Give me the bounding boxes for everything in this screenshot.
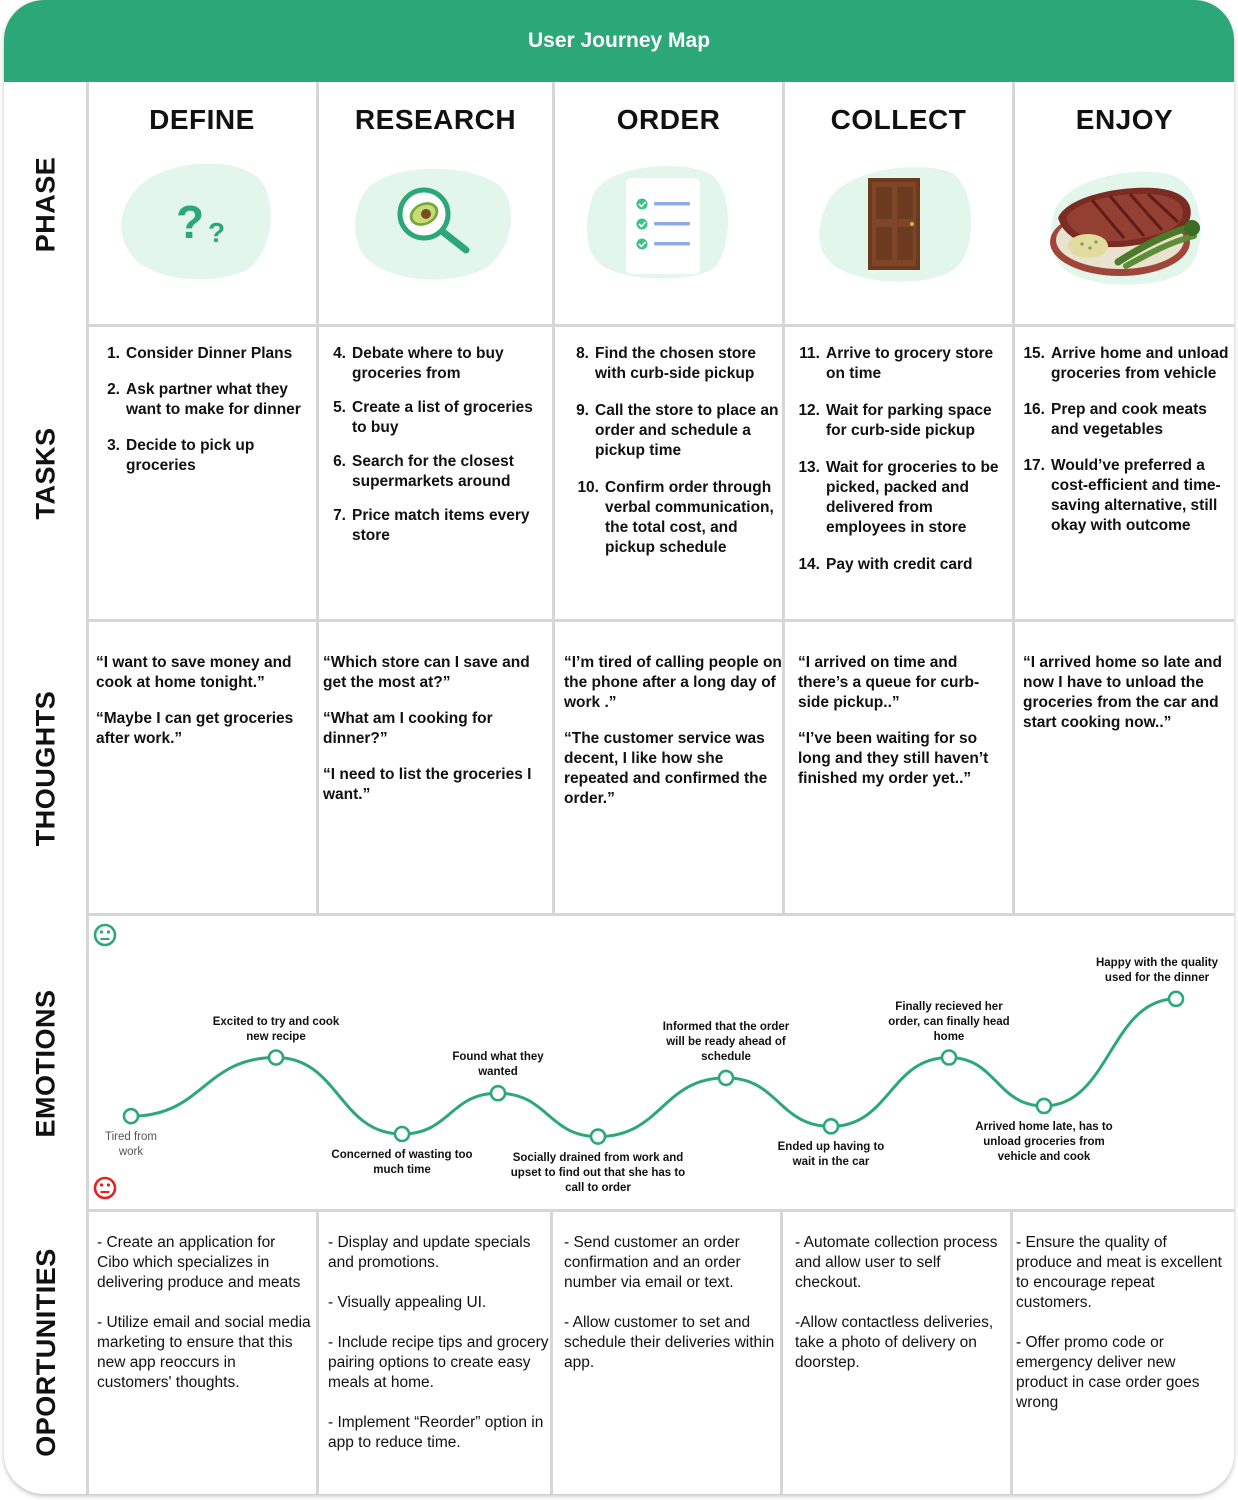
row-label-phase: PHASE — [30, 156, 61, 252]
task-item: 2. Ask partner what they want to make for dinner — [107, 381, 301, 418]
thought-quote: “I arrived home so late and now I have to unload the groceries from the car and start cooking now..” — [1023, 654, 1222, 731]
task-item: 3. Decide to pick up groceries — [107, 437, 255, 474]
phase-title-enjoy: ENJOY — [1075, 104, 1174, 135]
emotion-point — [591, 1130, 605, 1144]
opportunities-define — [97, 1233, 311, 1413]
emotion-label: Arrived home late, has to unload groceries from vehicle and cook — [975, 1120, 1113, 1163]
emotion-point — [942, 1051, 956, 1065]
task-item: 6. Search for the closest supermarkets around — [333, 453, 514, 490]
row-label-thoughts: THOUGHTS — [30, 690, 61, 846]
emotion-point — [491, 1086, 505, 1100]
task-item: 5. Create a list of groceries to buy — [333, 399, 533, 436]
task-item: 12. Wait for parking space for curb-side pickup — [798, 402, 992, 439]
thought-quote: “The customer service was decent, I like how she repeated and confirmed the order.” — [564, 730, 768, 807]
task-item: 1. Consider Dinner Plans — [107, 345, 293, 362]
row-label-emotions: EMOTIONS — [30, 988, 61, 1138]
emotion-point — [824, 1119, 838, 1133]
opportunity-item: - Automate collection process and allow user to self checkout. — [795, 1234, 998, 1291]
opportunity-item: - Include recipe tips and grocery pairing options to create easy meals at home. — [328, 1334, 549, 1391]
svg-text:?: ? — [176, 196, 205, 248]
opportunity-item: - Visually appealing UI. — [328, 1294, 487, 1311]
phase-title-define: DEFINE — [149, 104, 255, 135]
thought-quote: “I’ve been waiting for so long and they still haven’t finished my order yet..” — [798, 730, 989, 787]
happy-face-icon — [95, 925, 115, 945]
emotion-label: Informed that the order will be ready ahead of schedule — [662, 1020, 790, 1063]
opportunity-item: - Offer promo code or emergency deliver new product in case order goes wrong — [1016, 1334, 1200, 1411]
phase-title-collect: COLLECT — [830, 104, 967, 135]
thought-quote: “I want to save money and cook at home tonight.” — [96, 654, 292, 691]
phase-title-order: ORDER — [616, 104, 721, 135]
task-item: 13. Wait for groceries to be picked, packed and delivered from employees in store — [798, 459, 999, 536]
thought-quote: “I arrived on time and there’s a queue for curb-side pickup..” — [798, 654, 980, 711]
row-label-tasks: TASKS — [30, 427, 61, 520]
thought-quote: “Maybe I can get groceries after work.” — [96, 710, 294, 747]
task-item: 11. Arrive to grocery store on time — [799, 345, 994, 382]
emotion-point — [124, 1109, 138, 1123]
task-item: 15. Arrive home and unload groceries from vehicle — [1023, 345, 1229, 382]
emotion-label: Finally recieved her order, can finally head home — [888, 1000, 1010, 1043]
emotion-point — [269, 1051, 283, 1065]
thought-quote: “I’m tired of calling people on the phone after a long day of work .” — [564, 654, 782, 711]
opportunities-collect — [795, 1233, 1001, 1393]
svg-text:?: ? — [208, 217, 226, 248]
opportunity-item: - Allow customer to set and schedule their deliveries within app. — [564, 1314, 775, 1371]
thought-quote: “What am I cooking for dinner?” — [323, 710, 493, 747]
task-item: 4. Debate where to buy groceries from — [333, 345, 504, 382]
emotion-point — [1037, 1099, 1051, 1113]
task-item: 7. Price match items every store — [333, 507, 530, 544]
opportunity-item: - Utilize email and social media marketing to ensure that this new app reoccurs in customers' thoughts. — [97, 1314, 311, 1391]
row-label-opportunities: OPORTUNITIES — [30, 1248, 61, 1457]
opportunity-item: - Display and update specials and promotions. — [328, 1234, 531, 1271]
task-item: 14. Pay with credit card — [798, 556, 973, 573]
opportunity-item: - Create an application for Cibo which specializes in delivering produce and meats — [97, 1234, 301, 1291]
emotion-label: Excited to try and cook new recipe — [212, 1015, 340, 1043]
emotion-label: Happy with the quality used for the dinner — [1095, 956, 1219, 984]
task-item: 8. Find the chosen store with curb-side pickup — [576, 345, 757, 382]
opportunity-item: - Ensure the quality of produce and meat is excellent to encourage repeat customers. — [1016, 1234, 1222, 1311]
opportunity-item: - Send customer an order confirmation and an order number via email or text. — [564, 1234, 741, 1291]
opportunities-enjoy — [1016, 1233, 1226, 1433]
sad-face-icon — [95, 1178, 115, 1198]
task-item: 16. Prep and cook meats and vegetables — [1023, 401, 1207, 438]
thought-quote: “Which store can I save and get the most at?” — [323, 654, 530, 691]
task-item: 17. Would’ve preferred a cost-efficient and time-saving alternative, still okay with outcome — [1023, 457, 1221, 534]
journey-map-card — [4, 0, 1234, 1494]
page-title: User Journey Map — [4, 0, 1234, 82]
opportunity-item: -Allow contactless deliveries, take a photo of delivery on doorstep. — [795, 1314, 994, 1371]
opportunities-research — [328, 1233, 550, 1473]
emotion-label: Socially drained from work and upset to find out that she has to call to order — [510, 1151, 686, 1194]
task-item: 10. Confirm order through verbal communication, the total cost, and pickup schedule — [577, 479, 774, 556]
emotion-point — [395, 1127, 409, 1141]
emotion-label: Found what they wanted — [452, 1051, 544, 1079]
emotion-label: Ended up having to wait in the car — [777, 1141, 885, 1169]
thought-quote: “I need to list the groceries I want.” — [323, 766, 532, 803]
phase-title-research: RESEARCH — [354, 104, 517, 135]
emotion-point — [1169, 992, 1183, 1006]
task-item: 9. Call the store to place an order and schedule a pickup time — [576, 402, 779, 459]
opportunity-item: - Implement “Reorder” option in app to reduce time. — [328, 1414, 544, 1451]
emotion-point — [719, 1071, 733, 1085]
emotion-label: Concerned of wasting too much time — [331, 1149, 473, 1176]
emotion-label: Tired from work — [105, 1131, 157, 1159]
opportunities-order — [564, 1233, 778, 1393]
